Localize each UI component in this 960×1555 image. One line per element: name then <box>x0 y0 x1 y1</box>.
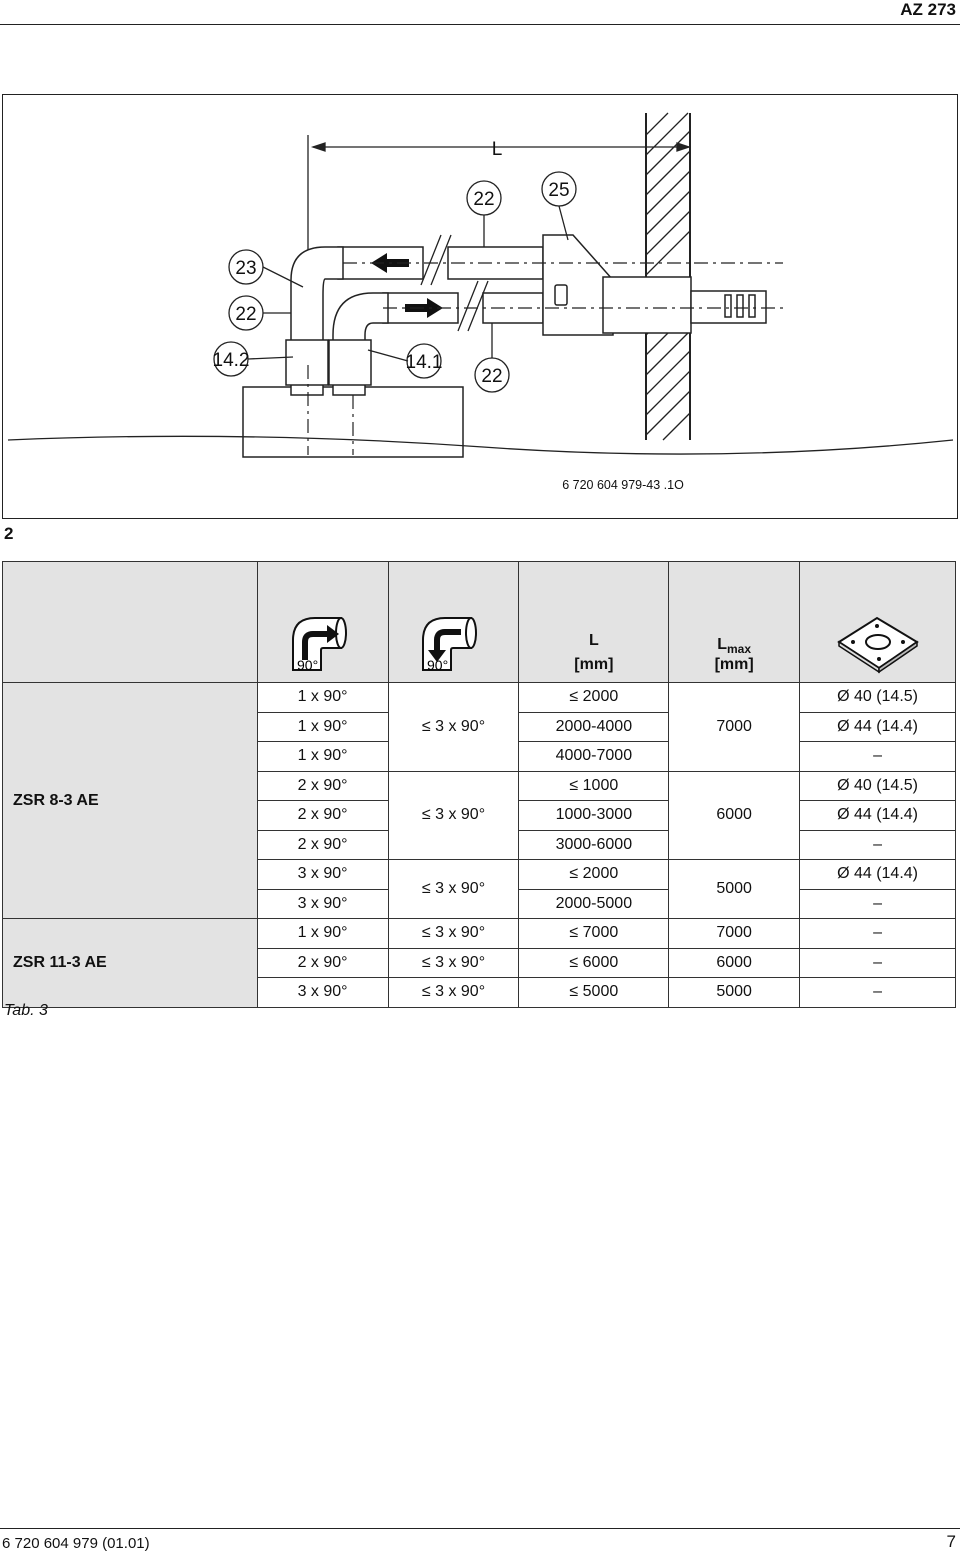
page-header <box>0 0 960 25</box>
model-zsr11: ZSR 11-3 AE <box>3 919 258 1008</box>
table-row: 2 x 90° 1000-3000 Ø 44 (14.4) <box>3 801 956 831</box>
header-elbow-intake <box>388 562 519 683</box>
table-row: 2 x 90° ≤ 3 x 90° ≤ 6000 6000 – <box>3 948 956 978</box>
header-length: L [mm] <box>519 562 669 683</box>
elbow-down-icon <box>413 610 493 674</box>
callout-22-left: 22 <box>235 304 257 325</box>
table-row: 3 x 90° ≤ 3 x 90° ≤ 5000 5000 – <box>3 978 956 1008</box>
callout-25: 25 <box>548 180 570 201</box>
document-title: AZ 273 <box>900 0 956 19</box>
footer-rule <box>0 1528 960 1529</box>
callout-22-bottom: 22 <box>481 366 503 387</box>
wall-terminal <box>543 235 766 335</box>
callout-14-1: 14.1 <box>405 352 443 373</box>
table-caption: Tab. 3 <box>4 1002 48 1019</box>
table-row: 1 x 90° 2000-4000 Ø 44 (14.4) <box>3 712 956 742</box>
wall-plate-icon <box>833 614 923 674</box>
flue-pipe-diagram <box>3 95 957 518</box>
table-row: 1 x 90° 4000-7000 – <box>3 742 956 772</box>
callout-22-top: 22 <box>473 189 495 210</box>
header-elbow-exhaust <box>257 562 388 683</box>
table-row: ZSR 11-3 AE 1 x 90° ≤ 3 x 90° ≤ 7000 7000 – <box>3 919 956 949</box>
dim-l-label: L <box>491 139 503 160</box>
header-plate <box>800 562 956 683</box>
footer-code: 6 720 604 979 (01.01) <box>2 1535 150 1552</box>
table-row: 2 x 90° 3000-6000 – <box>3 830 956 860</box>
table-row: 3 x 90° ≤ 3 x 90° ≤ 2000 5000 Ø 44 (14.4) <box>3 860 956 890</box>
table-row: 2 x 90° ≤ 3 x 90° ≤ 1000 6000 Ø 40 (14.5) <box>3 771 956 801</box>
header-blank <box>3 562 258 683</box>
model-zsr8: ZSR 8-3 AE <box>3 683 258 919</box>
figure-code: 6 720 604 979-43 .1O <box>562 478 684 492</box>
callout-23: 23 <box>235 258 257 279</box>
svg-text:90°: 90° <box>296 657 318 673</box>
header-length-max: $L_{max}$ [mm] <box>669 562 800 683</box>
installation-figure <box>2 94 958 519</box>
table-header-row <box>3 562 956 683</box>
svg-text:90°: 90° <box>427 657 449 673</box>
page-number: 7 <box>946 1532 956 1551</box>
table-row: ZSR 8-3 AE 1 x 90° ≤ 3 x 90° ≤ 2000 7000 Ø 40 (14.5) <box>3 683 956 713</box>
elbow-up-icon <box>283 610 363 674</box>
table-row: 3 x 90° 2000-5000 – <box>3 889 956 919</box>
callout-14-2: 14.2 <box>212 350 250 371</box>
spec-table <box>2 561 956 1008</box>
figure-number: 2 <box>4 524 14 543</box>
